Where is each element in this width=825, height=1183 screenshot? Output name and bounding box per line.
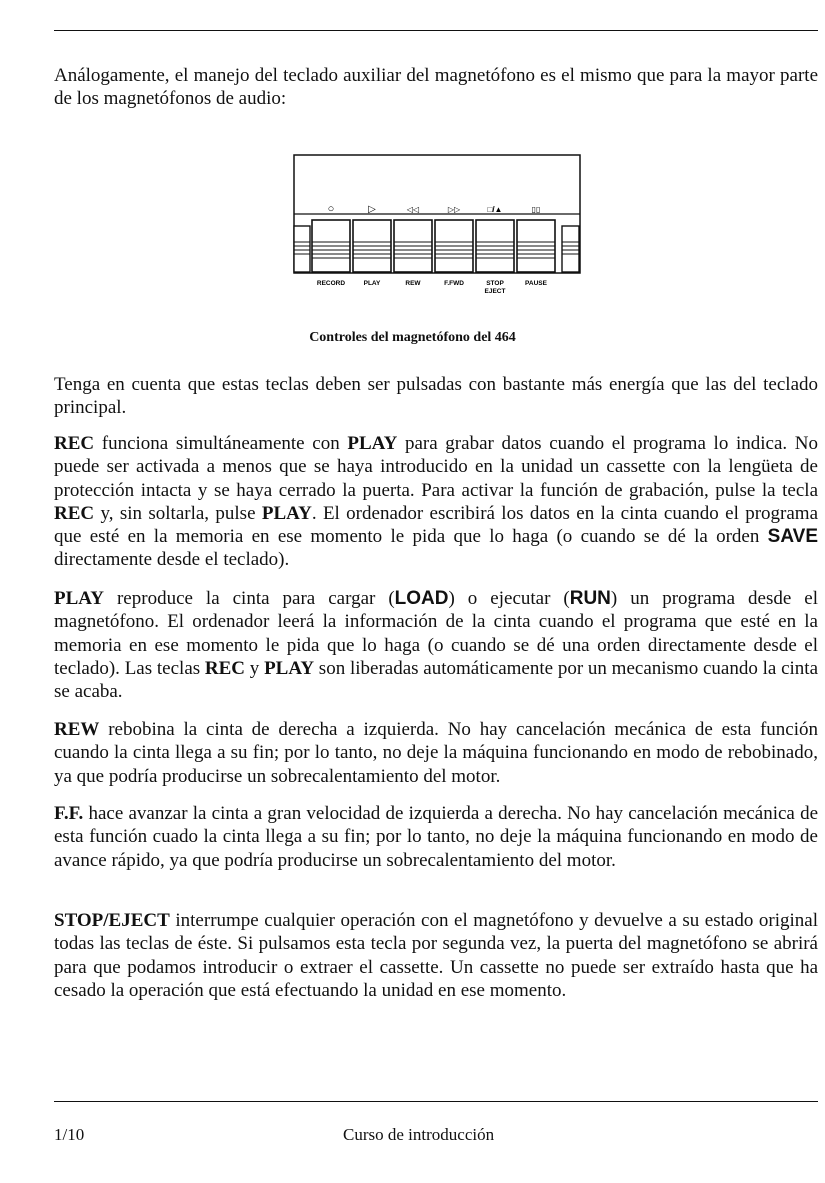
play-text-5: son liberadas automáticamente por un mecanismo cuando la cinta se acaba. <box>54 657 818 703</box>
key-record <box>312 220 350 272</box>
stop-text: interrumpe cualquier operación con el magnetófono y devuelve a su estado original todas las teclas de éste. Si pulsamos esta tecla por segunda vez, la puerta del magnetófono se abrirá para que podamos introducir o extraer el cassette. Un cassette no puede ser extraído hasta que ha cesado la operación que está efectuando la unidad en ese momento. <box>54 910 818 1001</box>
rec-keyword-2: REC <box>54 502 95 524</box>
note-paragraph: Tenga en cuenta que estas teclas deben ser pulsadas con bastante más energía que las del teclado principal. <box>54 374 818 419</box>
label-rew: REW <box>405 280 421 287</box>
page-number: 1/10 <box>54 1125 85 1144</box>
label-record: RECORD <box>316 280 346 287</box>
play-keyword-4: PLAY <box>264 657 315 679</box>
key-play <box>353 220 391 272</box>
key-stop-eject <box>476 220 514 272</box>
label-eject: EJECT <box>484 288 506 295</box>
save-keyword: SAVE <box>767 526 818 548</box>
label-play: PLAY <box>363 280 381 287</box>
play-text-4: y <box>245 657 265 679</box>
course-title: Curso de introducción <box>343 1125 495 1144</box>
rew-paragraph <box>54 718 818 788</box>
run-keyword: RUN <box>569 588 611 609</box>
figure-caption: Controles del magnetófono del 464 <box>309 330 516 345</box>
play-text-2: ) o ejecutar ( <box>448 588 570 609</box>
ff-paragraph <box>54 802 818 872</box>
record-symbol: ○ <box>327 203 335 215</box>
play-text-3: ) un programa desde el magnetófono. El ordenador leerá la información de la cinta cuando el programa que esté en la memoria en ese momento le pida que lo haga (o cuando se dé una orden directamente desde el teclado). Las teclas <box>54 588 818 679</box>
ff-keyword: F.F. <box>54 803 84 824</box>
load-keyword: LOAD <box>394 588 449 609</box>
rew-symbol: ◁◁ <box>406 205 420 214</box>
label-pause: PAUSE <box>525 280 547 287</box>
pause-symbol: ▯▯ <box>531 205 541 214</box>
key-pause <box>517 220 555 272</box>
play-paragraph <box>54 587 818 703</box>
bottom-rule <box>54 1101 818 1102</box>
key-rew <box>394 220 432 272</box>
play-keyword-3: PLAY <box>54 588 104 609</box>
rec-text-1: funciona simultáneamente con <box>94 433 348 454</box>
rec-text-3: y, sin soltarla, pulse <box>94 502 262 524</box>
stop-eject-symbol: □/▲ <box>487 205 503 214</box>
label-stop: STOP <box>486 280 504 287</box>
stop-eject-keyword: STOP/EJECT <box>54 910 170 931</box>
rec-paragraph <box>54 432 818 572</box>
ffwd-symbol: ▷▷ <box>447 205 461 214</box>
tape-controls-figure <box>290 152 585 302</box>
rew-keyword: REW <box>54 719 100 740</box>
rec-keyword-3: REC <box>204 657 246 679</box>
rec-text-5: directamente desde el teclado). <box>54 549 290 571</box>
key-ffwd <box>435 220 473 272</box>
label-ffwd: F.FWD <box>444 280 464 287</box>
stop-paragraph <box>54 909 818 1002</box>
rec-keyword: REC <box>54 433 95 454</box>
intro-paragraph: Análogamente, el manejo del teclado auxiliar del magnetófono es el mismo que para la mayor parte de los magnetófonos de audio: <box>54 65 818 110</box>
play-keyword-2: PLAY <box>261 502 312 524</box>
rec-text-2: para grabar datos cuando el programa lo indica. No puede ser activada a menos que se haya introducido en la unidad un cassette con la lengüeta de protección intacta y se haya cerrado la puerta. Para activar la función de grabación, pulse la tecla <box>54 433 818 501</box>
play-keyword: PLAY <box>347 433 398 454</box>
play-text-1: reproduce la cinta para cargar ( <box>103 588 395 609</box>
top-rule <box>54 30 818 31</box>
play-symbol: ▷ <box>368 204 376 215</box>
rew-text: rebobina la cinta de derecha a izquierda. No hay cancelación mecánica de esta función cuando la cinta llega a su fin; por lo tanto, no deje la máquina funcionando en modo de rebobinado, ya que podría producirse un sobrecalentamiento del motor. <box>54 719 818 787</box>
ff-text: hace avanzar la cinta a gran velocidad de izquierda a derecha. No hay cancelación mecánica de esta función cuado la cinta llega a su fin; por lo tanto, no deje la máquina funcionando en modo de avance rápido, ya que podría producirse un sobrecalentamiento del motor. <box>54 803 818 871</box>
rec-text-4: . El ordenador escribirá los datos en la cinta cuando el programa que esté en la memoria en ese momento le pida que lo haga (o cuando se dé la orden <box>54 502 818 548</box>
